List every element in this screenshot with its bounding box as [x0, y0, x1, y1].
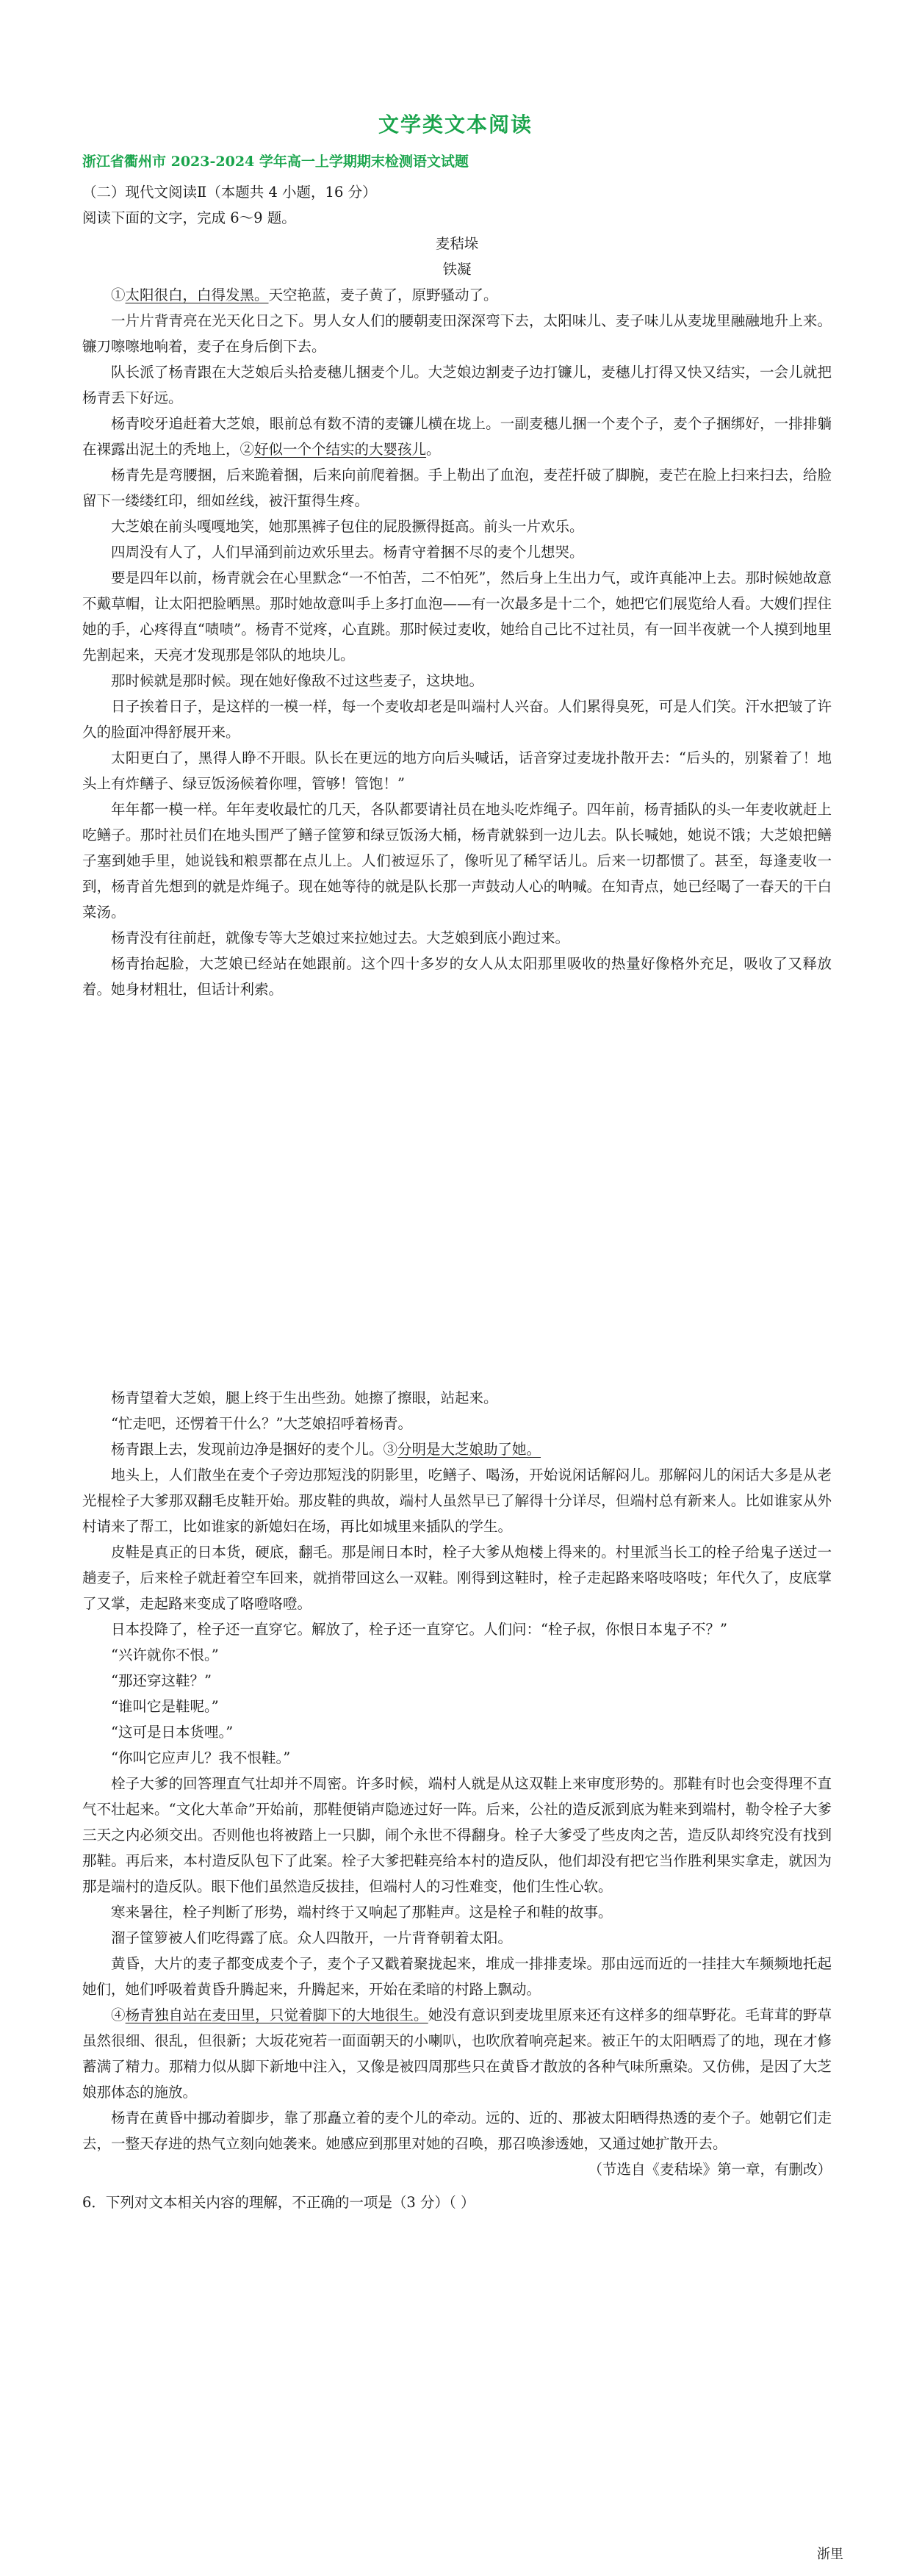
story-title: 麦秸垛: [435, 235, 479, 252]
paragraph-14: 杨青抬起脸，大芝娘已经站在她跟前。这个四十多岁的女人从太阳那里吸收的热量好像格外充足，吸收了又释放着。她身材粗壮，但话计利索。: [82, 955, 832, 998]
paragraph-1-rest: 天空艳蓝，麦子黄了，原野骚动了。: [268, 287, 498, 303]
paragraph-15: 杨青望着大芝娘，腿上终于生出些劲。她擦了擦眼，站起来。: [111, 1389, 498, 1406]
reading-passage-part-1: [82, 179, 832, 1002]
paragraph-12: 年年都一模一样。年年麦收最忙的几天，各队都要请社员在地头吃炸绳子。四年前，杨青插队的头一年麦收就赶上吃鳝子。那时社员们在地头围严了鳝子筐箩和绿豆饭汤大桶，杨青就躲到一边儿去。队长喊她，她说不饿；大芝娘把鳝子塞到她手里，她说钱和粮票都在点儿上。人们被逗乐了，像听见了稀罕话儿。后来一切都惯了。甚至，每逢麦收一到，杨青首先想到的就是炸绳子。现在她等待的就是队长那一声鼓动人心的呐喊。在知青点，她已经喝了一春天的干白菜汤。: [82, 801, 832, 921]
paragraph-20: 日本投降了，栓子还一直穿它。解放了，栓子还一直穿它。人们问：“栓子叔，你恨日本鬼子不？”: [111, 1621, 727, 1638]
question-6: 6．下列对文本相关内容的理解，不正确的一项是（3 分）（ ）: [82, 2194, 475, 2211]
paragraph-30: [82, 2002, 832, 2105]
paragraph-8: 要是四年以前，杨青就会在心里默念“一不怕苦，二不怕死”，然后身上生出力气，或许真能冲上去。那时候她故意不戴草帽，让太阳把脸晒黑。那时她故意叫手上多打血泡——有一次最多是十二个，她把它们展览给人看。大嫂们捏住她的手，心疼得直“啧啧”。杨青不觉疼，心直跳。那时候过麦收，她给自己比不过社员，有一回半夜就一个人摸到地里先割起来，天亮才发现那是邻队的地块儿。: [82, 569, 832, 663]
paragraph-29: 黄昏，大片的麦子都变成麦个子，麦个子又戳着聚拢起来，堆成一排排麦垛。那由远而近的一挂挂大车频频地托起她们，她们呼吸着黄昏升腾起来，升腾起来，开始在柔暗的村路上飘动。: [82, 1955, 832, 1998]
dialogue-line-2: “那还穿这鞋？”: [111, 1672, 212, 1689]
paragraph-18: 地头上，人们散坐在麦个子旁边那短浅的阴影里，吃鳝子、喝汤，开始说闲话解闷儿。那解闷儿的闲话大多是从老光棍栓子大爹那双翻毛皮鞋开始。那皮鞋的典故，端村人虽然早已了解得十分详尽，但端村总有新来人。比如谁家从外村请来了帮工，比如谁家的新媳妇在场，再比如城里来插队的学生。: [82, 1467, 832, 1535]
exam-source-subtitle: 浙江省衢州市 2023-2024 学年高一上学期期末检测语文试题: [82, 154, 469, 170]
underlined-sentence-3: 分明是大芝娘助了她。: [397, 1441, 541, 1458]
dialogue-line-4: “这可是日本货哩。”: [111, 1724, 234, 1741]
paragraph-26: 栓子大爹的回答理直气壮却并不周密。许多时候，端村人就是从这双鞋上来审度形势的。那鞋有时也会变得理不直气不壮起来。“文化大革命”开始前，那鞋便销声隐迹过好一阵。后来，公社的造反派到底为鞋来到端村，勒令栓子大爹三天之内必须交出。否则他也将被踏上一只脚，闹个永世不得翻身。栓子大爹受了些皮肉之苦，造反队却终究没有找到那鞋。再后来，本村造反队包下了此案。栓子大爹把鞋亮给本村的造反队，他们却没有把它当作胜利果实拿走，就因为那是端村的造反队。眼下他们虽然造反拔挂，但端村人的习性难变，他们生性心软。: [82, 1775, 832, 1895]
paragraph-17: [82, 1436, 832, 1462]
paragraph-1: [82, 282, 832, 308]
section-instruction: 阅读下面的文字，完成 6～9 题。: [82, 209, 296, 226]
paragraph-17-start: 杨青跟上去，发现前边净是捆好的麦个儿。: [111, 1441, 384, 1458]
paragraph-19: 皮鞋是真正的日本货，硬底，翻毛。那是闹日本时，栓子大爹从炮楼上得来的。村里派当长工的栓子给鬼子送过一趟麦子，后来栓子就赶着空车回来，就捎带回这么一双鞋。刚得到这鞋时，栓子走起路来咯吱咯吱；年代久了，皮底掌了又掌，走起路来变成了咯噔咯噔。: [82, 1544, 832, 1612]
paragraph-13: 杨青没有往前赶，就像专等大芝娘过来拉她过去。大芝娘到底小跑过来。: [111, 929, 570, 946]
paragraph-28: 溜子筐箩被人们吃得露了底。众人四散开，一片背脊朝着太阳。: [111, 1929, 513, 1946]
dialogue-line-5: “你叫它应声儿？我不恨鞋。”: [111, 1749, 291, 1766]
page-footer-mark: 浙里: [817, 2547, 843, 2562]
paragraph-30-rest: 她没有意识到麦垅里原来还有这样多的细草野花。毛茸茸的野草虽然很细、很乱，但很新；大坂花宛若一面面朝天的小喇叭，也吹欣着响亮起来。被正午的太阳晒焉了的地，现在才修蓄满了精力。那精力似从脚下新地中注入，又像是被四周那些只在黄昏才散放的各种气味所熏染。又仿佛，是因了大芝娘那体态的施放。: [82, 2007, 832, 2101]
paragraph-2: 一片片背青亮在光天化日之下。男人女人们的腰朝麦田深深弯下去，太阳味儿、麦子味儿从麦垅里融融地升上来。镰刀嚓嚓地响着，麦子在身后倒下去。: [82, 312, 832, 355]
marker-2: ②: [240, 441, 255, 458]
paragraph-4: [82, 411, 832, 462]
document-title: 文学类文本阅读: [378, 112, 533, 137]
reading-passage-part-2: [82, 1385, 832, 2215]
paragraph-5: 杨青先是弯腰捆，后来跪着捆，后来向前爬着捆。手上勒出了血泡，麦茬扦破了脚腕，麦芒在脸上扫来扫去，给脸留下一缕缕红印，细如丝线，被汗蜇得生疼。: [82, 467, 832, 509]
underlined-sentence-4: 杨青独自站在麦田里，只觉着脚下的大地很生。: [125, 2007, 428, 2023]
marker-1: ①: [111, 287, 126, 303]
marker-4: ④: [111, 2007, 126, 2023]
paragraph-10: 日子挨着日子，是这样的一模一样，每一个麦收却老是叫端村人兴奋。人们累得臭死，可是人们笑。汗水把皱了许久的脸面冲得舒展开来。: [82, 698, 832, 741]
paragraph-31: 杨青在黄昏中挪动着脚步，靠了那矗立着的麦个儿的牵动。远的、近的、那被太阳晒得热透的麦个子。她朝它们走去，一整天存进的热气立刻向她袭来。她感应到那里对她的召唤，那召唤渗透她，又通过她扩散开去。: [82, 2109, 832, 2152]
paragraph-4-end: 。: [426, 441, 441, 458]
marker-3: ③: [383, 1441, 398, 1458]
paragraph-3: 队长派了杨青跟在大芝娘后头拾麦穗儿捆麦个儿。大芝娘边割麦子边打镰儿，麦穗儿打得又快又结实，一会儿就把杨青丢下好远。: [82, 364, 832, 406]
paragraph-4-start: 杨青咬牙追赶着大芝娘，眼前总有数不清的麦镰儿横在垅上。一副麦穗儿捆一个麦个子，麦个子捆绑好，一排排躺在裸露出泥土的秃地上，: [82, 415, 832, 458]
paragraph-16: “忙走吧，还愣着干什么？”大芝娘招呼着杨青。: [111, 1415, 412, 1432]
underlined-sentence-2: 好似一个个结实的大婴孩儿: [254, 441, 427, 458]
paragraph-6: 大芝娘在前头嘎嘎地笑，她那黑裤子包住的屁股撅得挺高。前头一片欢乐。: [111, 518, 584, 535]
source-citation: （节选自《麦秸垛》第一章，有删改）: [588, 2161, 832, 2178]
paragraph-7: 四周没有人了，人们早涌到前边欢乐里去。杨青守着捆不尽的麦个儿想哭。: [111, 544, 584, 561]
dialogue-line-3: “谁叫它是鞋呢。”: [111, 1698, 219, 1715]
section-heading: （二）现代文阅读Ⅱ（本题共 4 小题，16 分）: [82, 184, 377, 201]
story-author: 铁凝: [442, 261, 472, 278]
dialogue-line-1: “兴许就你不恨。”: [111, 1647, 219, 1663]
paragraph-9: 那时候就是那时候。现在她好像敌不过这些麦子，这块地。: [111, 672, 484, 689]
paragraph-27: 寒来暑往，栓子判断了形势，端村终于又响起了那鞋声。这是栓子和鞋的故事。: [111, 1904, 613, 1921]
underlined-sentence-1: 太阳很白，白得发黑。: [125, 287, 269, 303]
paragraph-11: 太阳更白了，黑得人睁不开眼。队长在更远的地方向后头喊话，话音穿过麦垅扑散开去：“后头的，别紧着了！地头上有炸鳝子、绿豆饭汤候着你哩，管够！管饱！”: [82, 749, 832, 792]
